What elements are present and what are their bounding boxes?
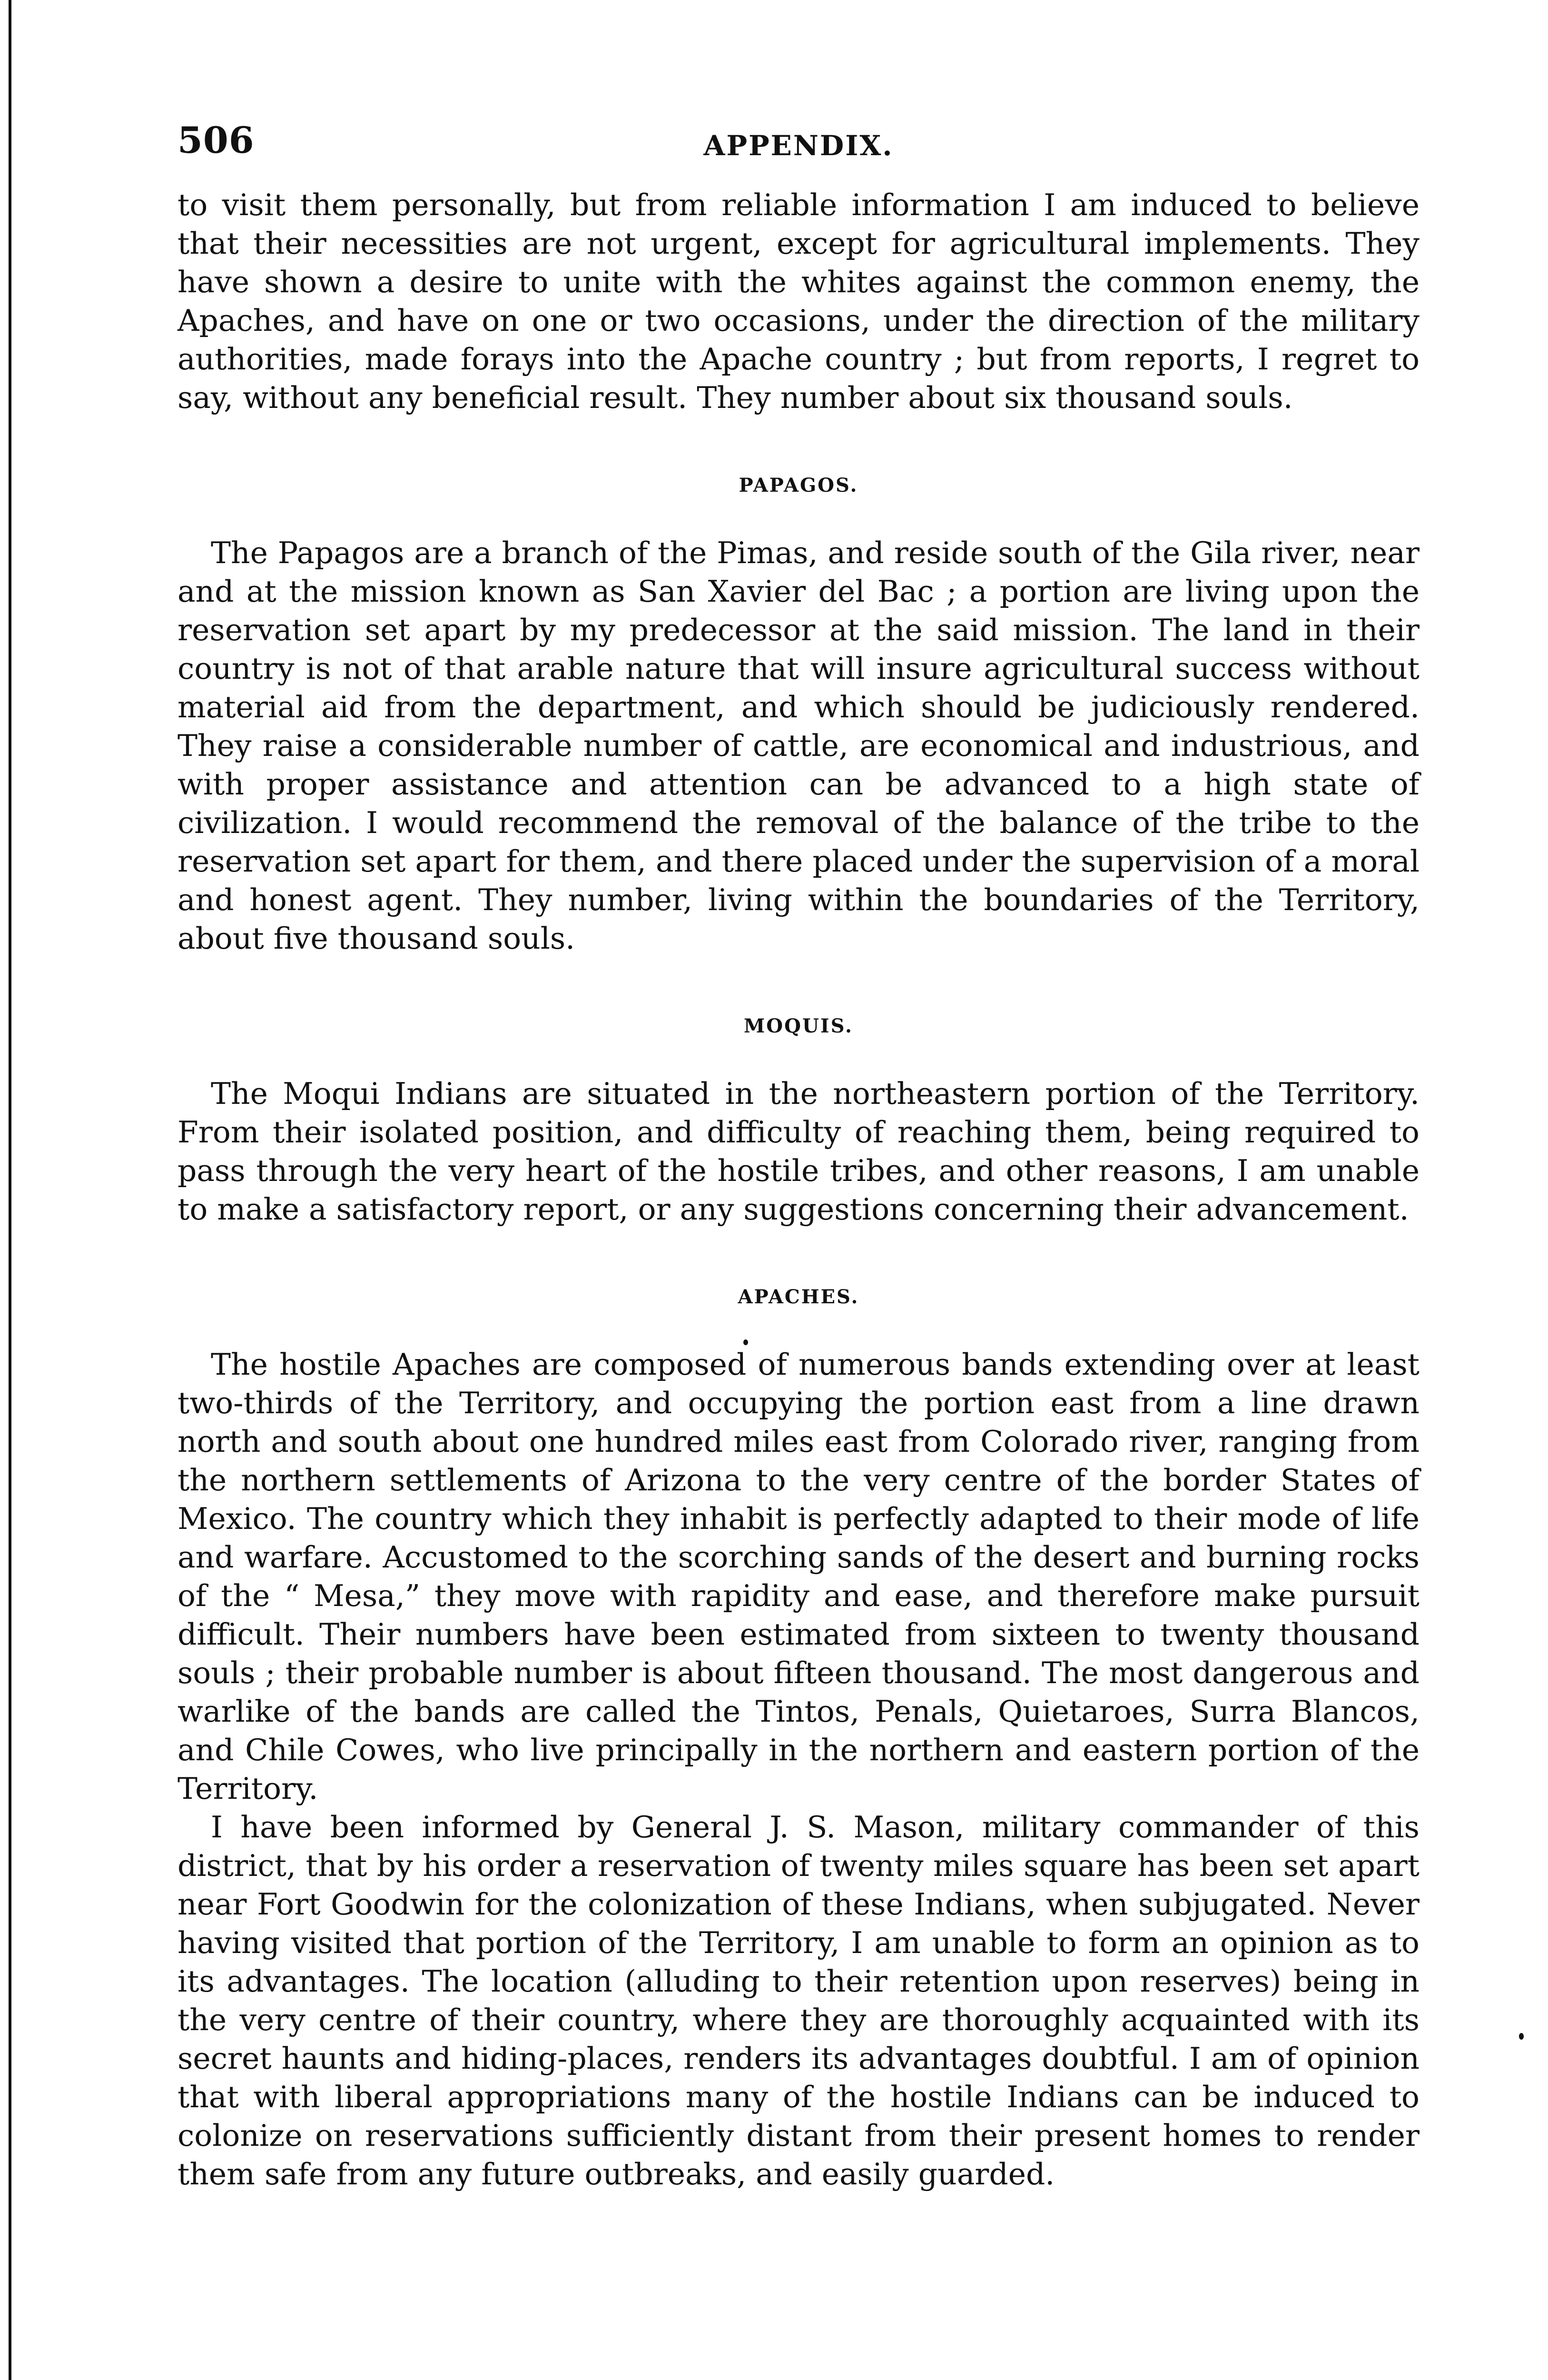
ink-speck: [743, 1339, 748, 1345]
paragraph-papagos: The Papagos are a branch of the Pimas, and reside south of the Gila river, near and at the mission known as San Xavier del Bac ; a portion are living upon the reservation set apart by my predecessor at the said mission. The land in their country is not of that arable nature that will insure agricultural success without material aid from the department, and which should be judiciously rendered. They raise a considerable number of cattle, are economical and industrious, and with proper assistance and attention can be advanced to a high state of civilization. I would recommend the removal of the balance of the tribe to the reservation set apart for them, and there placed under the supervision of a moral and honest agent. They number, living within the boundaries of the Territory, about five thousand souls.: [177, 536, 1420, 956]
paragraph-apaches-2: I have been informed by General J. S. Mason, military commander of this district, that by his order a reservation of twenty miles square has been set apart near Fort Goodwin for the colonization of these Indians, when subjugated. Never having visited that portion of the Territory, I am unable to form an opinion as to its advantages. The location (alluding to their retention upon reserves) being in the very centre of their country, where they are thoroughly acquainted with its secret haunts and hiding-places, renders its advantages doubtful. I am of opinion that with liberal appropriations many of the hostile Indians can be induced to colonize on reservations sufficiently distant from their present homes to render them safe from any future outbreaks, and easily guarded.: [177, 1810, 1420, 2192]
heading-moquis: MOQUIS.: [744, 1015, 853, 1037]
paragraph-continuation: to visit them personally, but from reliable information I am induced to believe that their necessities are not urgent, except for agricultural implements. They have shown a desire to unite with the whites against the common enemy, the Apaches, and have on one or two occasions, under the direction of the military authorities, made forays into the Apache country ; but from reports, I regret to say, without any beneficial result. They number about six thousand souls.: [177, 188, 1420, 415]
heading-papagos: PAPAGOS.: [739, 474, 858, 496]
page-header: [177, 119, 1420, 186]
paragraph-moquis: The Moqui Indians are situated in the northeastern portion of the Territory. From their isolated position, and difficulty of reaching them, being required to pass through the very heart of the hostile tribes, and other reasons, I am unable to make a satisfactory report, or any suggestions concerning their advancement.: [177, 1076, 1420, 1227]
document-page: [177, 119, 1420, 2193]
heading-apaches: APACHES.: [738, 1286, 859, 1308]
running-title: APPENDIX.: [703, 129, 894, 162]
ink-speck: [1519, 2033, 1524, 2040]
page-number: 506: [177, 119, 255, 161]
paragraph-apaches-1: The hostile Apaches are composed of numerous bands extending over at least two-thirds of the Territory, and occupying the portion east from a line drawn north and south about one hundred miles east from Colorado river, ranging from the northern settlements of Arizona to the very centre of the border States of Mexico. The country which they inhabit is perfectly adapted to their mode of life and warfare. Accustomed to the scorching sands of the desert and burning rocks of the “ Mesa,” they move with rapidity and ease, and therefore make pursuit difficult. Their numbers have been estimated from sixteen to twenty thousand souls ; their probable number is about fifteen thousand. The most dangerous and warlike of the bands are called the Tintos, Penals, Quietaroes, Surra Blancos, and Chile Cowes, who live principally in the northern and eastern portion of the Territory.: [177, 1347, 1420, 1806]
